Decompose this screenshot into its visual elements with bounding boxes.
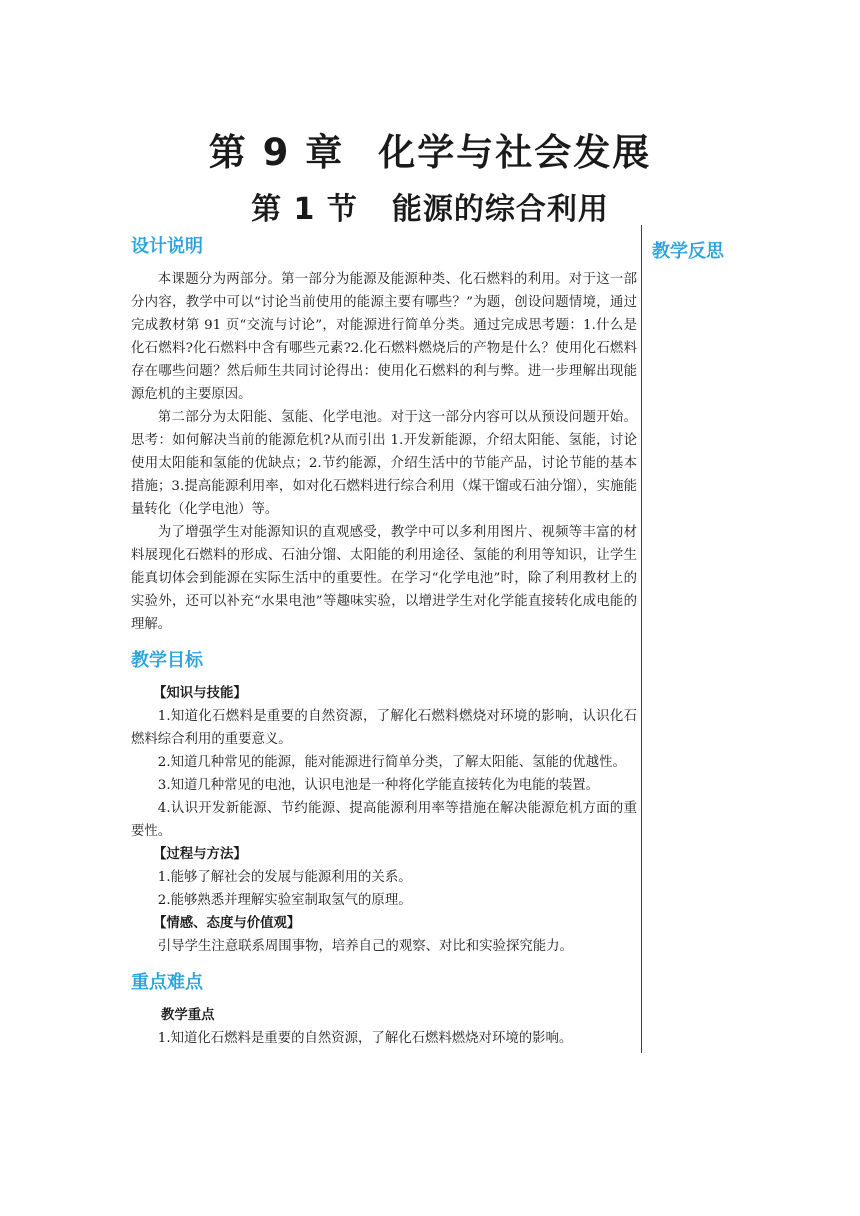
objectives-heading: 教学目标 xyxy=(131,650,203,671)
emotion-label: 【情感、态度与价值观】 xyxy=(153,916,301,931)
knowledge-label: 【知识与技能】 xyxy=(153,686,247,701)
process-item: 2.能够熟悉并理解实验室制取氢气的原理。 xyxy=(157,893,412,908)
process-item: 1.能够了解社会的发展与能源利用的关系。 xyxy=(157,870,412,885)
column-divider xyxy=(641,225,642,1053)
chapter-title xyxy=(0,122,860,176)
design-paragraph: 为了增强学生对能源知识的直观感受，教学中可以多利用图片、视频等丰富的材料展现化石燃料的形成、石油分馏、太阳能的利用途径、氢能的利用等知识，让学生能真切体会到能源在实际生活中的重要性。在学习“化学电池”时，除了利用教材上的实验外，还可以补充“水果电池”等趣味实验，以增进学生对化学能直接转化成电能的理解。 xyxy=(131,525,637,632)
knowledge-item: 4.认识开发新能源、节约能源、提高能源利用率等措施在解决能源危机方面的重要性。 xyxy=(131,801,637,839)
section-number: 第 1 节 xyxy=(251,192,358,227)
focus-label: 教学重点 xyxy=(161,1008,215,1023)
emotion-item: 引导学生注意联系周围事物，培养自己的观察、对比和实验探究能力。 xyxy=(157,939,573,954)
chapter-number: 第 9 章 xyxy=(208,131,345,174)
design-paragraph: 第二部分为太阳能、氢能、化学电池。对于这一部分内容可以从预设问题开始。思考：如何解决当前的能源危机?从而引出 1.开发新能源，介绍太阳能、氢能，讨论使用太阳能和氢能的优缺点；2.节约能源，介绍生活中的节能产品，讨论节能的基本措施；3.提高能源利用率，如对化石燃料进行综合利用（煤干馏或石油分馏），实施能量转化（化学电池）等。 xyxy=(131,410,637,517)
design-paragraph: 本课题分为两部分。第一部分为能源及能源种类、化石燃料的利用。对于这一部分内容，教学中可以“讨论当前使用的能源主要有哪些？”为题，创设问题情境，通过完成教材第 91 页“交流与讨论”，对能源进行简单分类。通过完成思考题：1.什么是化石燃料?化石燃料中含有哪些元素?2.化石燃料燃烧后的产物是什么？使用化石燃料存在哪些问题？然后师生共同讨论得出：使用化石燃料的利与弊。进一步理解出现能源危机的主要原因。 xyxy=(131,272,637,402)
knowledge-item: 3.知道几种常见的电池，认识电池是一种将化学能直接转化为电能的装置。 xyxy=(157,778,600,793)
knowledge-item: 2.知道几种常见的能源，能对能源进行简单分类，了解太阳能、氢能的优越性。 xyxy=(157,755,626,770)
keypoints-heading: 重点难点 xyxy=(131,972,203,993)
process-label: 【过程与方法】 xyxy=(153,847,247,862)
focus-item: 1.知道化石燃料是重要的自然资源，了解化石燃料燃烧对环境的影响。 xyxy=(157,1031,573,1046)
knowledge-item: 1.知道化石燃料是重要的自然资源，了解化石燃料燃烧对环境的影响，认识化石燃料综合利用的重要意义。 xyxy=(131,709,637,747)
section-title xyxy=(0,184,860,228)
reflection-heading: 教学反思 xyxy=(652,241,724,262)
section-name: 能源的综合利用 xyxy=(391,192,609,227)
main-content xyxy=(131,232,637,1050)
design-heading: 设计说明 xyxy=(131,236,203,257)
chapter-name: 化学与社会发展 xyxy=(378,131,652,174)
